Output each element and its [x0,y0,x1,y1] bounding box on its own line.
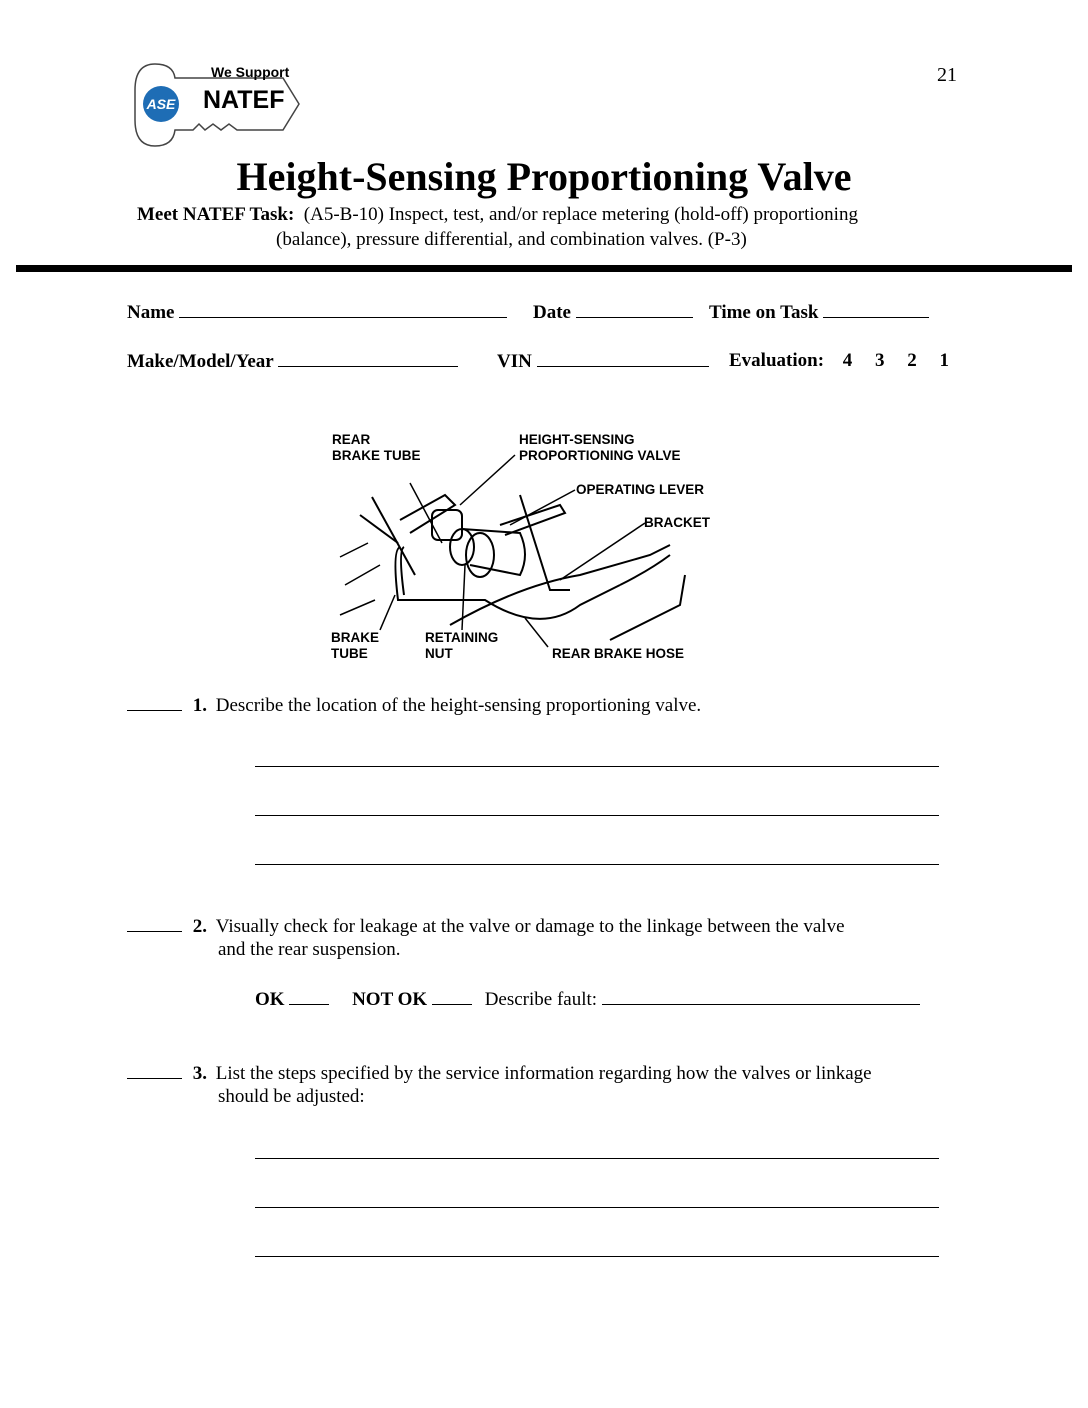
score-2[interactable]: 2 [907,350,917,371]
make-blank[interactable] [278,350,458,367]
task-line-1 [137,204,858,226]
q2-number: 2. [192,916,207,937]
label-brake-tube: BRAKE TUBE [331,630,380,661]
q1-check-blank[interactable] [127,694,182,711]
answer-line[interactable] [255,1256,939,1257]
svg-text:ASE: ASE [146,96,176,112]
label-rear-brake-tube: REAR BRAKE TUBE [332,432,421,463]
label-operating-lever: OPERATING LEVER [576,482,705,497]
score-1[interactable]: 1 [939,350,950,371]
question-3 [127,1062,872,1085]
task-label: Meet NATEF Task: [137,204,295,225]
time-field[interactable] [709,301,929,324]
logo-top-text: We Support [211,64,290,80]
score-3[interactable]: 3 [875,350,885,371]
score-4[interactable]: 4 [842,350,853,371]
evaluation-label: Evaluation: [729,350,825,371]
q3-number: 3. [192,1063,207,1084]
logo-main-text: NATEF [203,86,285,114]
label-rear-brake-hose: REAR BRAKE HOSE [552,646,685,661]
ok-blank[interactable] [289,988,329,1005]
date-field[interactable] [533,301,693,324]
name-field[interactable] [127,301,507,324]
date-label: Date [533,302,571,323]
name-label: Name [127,302,175,323]
make-label: Make/Model/Year [127,351,274,372]
ok-row [255,988,920,1011]
describe-fault-label: Describe fault: [484,989,598,1010]
time-blank[interactable] [823,301,929,318]
not-ok-blank[interactable] [432,988,472,1005]
q2-check-blank[interactable] [127,915,182,932]
answer-line[interactable] [255,864,939,865]
vin-label: VIN [497,351,532,372]
valve-diagram [320,425,740,670]
vin-field[interactable] [497,350,709,373]
vin-blank[interactable] [537,350,709,367]
q3-check-blank[interactable] [127,1062,182,1079]
answer-line[interactable] [255,1207,939,1208]
q3-text: List the steps specified by the service information regarding how the valves or linkage [215,1063,872,1084]
task-text: (A5-B-10) Inspect, test, and/or replace metering (hold-off) proportioning [303,204,858,225]
q1-text: Describe the location of the height-sensing proportioning valve. [215,695,702,716]
answer-line[interactable] [255,1158,939,1159]
divider [16,265,1072,272]
describe-fault-blank[interactable] [602,988,920,1005]
not-ok-label: NOT OK [352,989,428,1010]
make-field[interactable] [127,350,458,373]
q2-text-2: and the rear suspension. [218,939,401,960]
label-bracket: BRACKET [644,515,710,530]
ok-label: OK [255,989,285,1010]
question-2 [127,915,845,938]
natef-logo [133,60,303,150]
q3-text-2: should be adjusted: [218,1086,365,1107]
page-number: 21 [937,64,957,86]
task-line-2: (balance), pressure differential, and combination valves. (P-3) [276,229,747,250]
answer-line[interactable] [255,766,939,767]
answer-line[interactable] [255,815,939,816]
time-label: Time on Task [709,302,819,323]
name-blank[interactable] [179,301,507,318]
page-title: Height-Sensing Proportioning Valve [236,154,852,199]
question-1 [127,694,701,717]
q1-number: 1. [192,695,207,716]
label-proportioning-valve: HEIGHT-SENSING PROPORTIONING VALVE [519,432,681,463]
q2-text: Visually check for leakage at the valve or damage to the linkage between the valve [215,916,845,937]
label-retaining-nut: RETAINING NUT [425,630,499,661]
evaluation [729,350,949,372]
date-blank[interactable] [576,301,693,318]
